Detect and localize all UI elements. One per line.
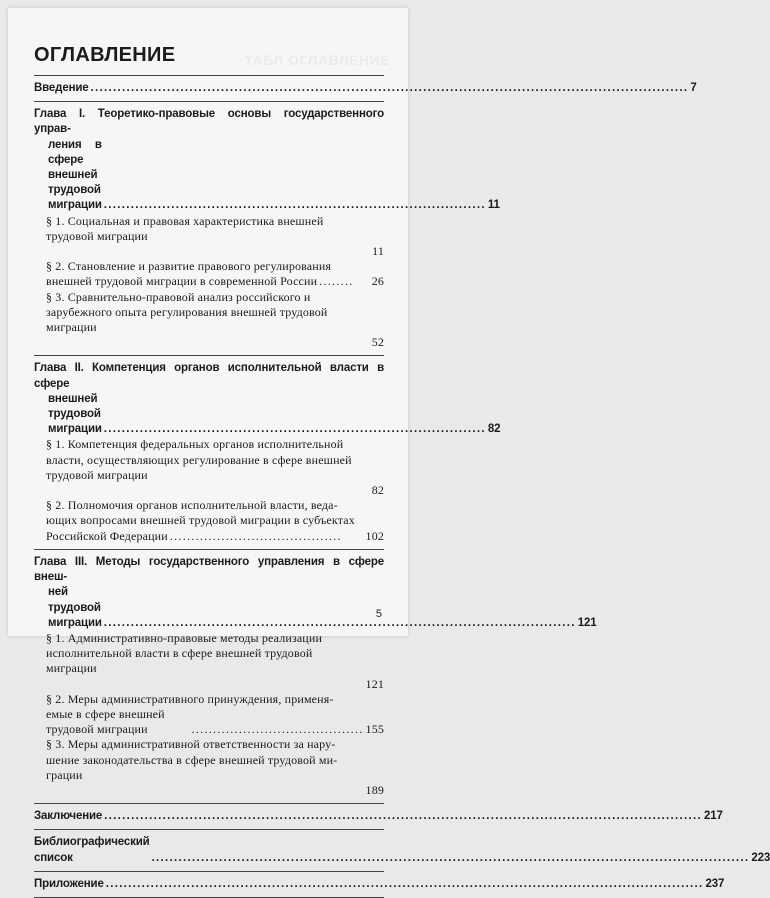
toc-chapter-2-page: 82: [487, 423, 501, 436]
chapter-2-line-2: внешней трудовой миграции: [48, 392, 102, 436]
section-page: 52: [371, 335, 384, 350]
toc-section-1-3[interactable]: [34, 290, 384, 351]
section-line: Российской Федерации: [46, 528, 168, 543]
leader-dots: .....................................................................................................................................: [90, 82, 689, 94]
toc-section-3-1[interactable]: [34, 631, 384, 692]
section-line: миграции: [46, 661, 97, 676]
section-line: зарубежного опыта регулирования внешней трудовой: [46, 304, 328, 319]
section-line: § 1. Компетенция федеральных органов исполнительной: [46, 437, 344, 452]
leader-dots: .....................................................................................................................................: [104, 810, 703, 823]
toc-chapter-2-title[interactable]: [34, 361, 501, 437]
toc-chapter-1-page: 11: [487, 199, 500, 212]
section-line: миграции: [46, 320, 97, 335]
section-line: власти, осуществляющих регулирование в сфере внешней: [46, 452, 352, 467]
section-page: 102: [365, 528, 384, 543]
section-line: трудовой миграции: [46, 467, 148, 482]
section-page: 121: [365, 676, 384, 691]
toc-chapter-1-title[interactable]: [34, 107, 500, 213]
chapter-1-line-2: ления в сфере внешней трудовой миграции: [48, 138, 102, 212]
bleed-through-text: ТАБЛ ОГЛАВЛЕНИЕ: [244, 52, 390, 68]
toc-chapter-3: [34, 550, 597, 803]
toc-section-3-2[interactable]: [34, 692, 384, 738]
toc-chapter-3-page: 121: [577, 616, 597, 629]
section-line: § 1. Социальная и правовая характеристика внешней: [46, 213, 324, 228]
leader-dots: .....................................................................................: [103, 423, 486, 436]
toc-bibliography[interactable]: [34, 830, 770, 870]
section-page: 82: [371, 483, 384, 498]
section-page: 189: [365, 782, 384, 797]
section-line: внешней трудовой миграции в современной России: [46, 274, 318, 289]
toc-conclusion[interactable]: [34, 804, 723, 829]
section-line: шение законодательства в сфере внешней трудовой ми-: [46, 752, 338, 767]
toc-section-2-2[interactable]: [34, 498, 384, 544]
section-line: § 3. Меры административной ответственности за нару-: [46, 737, 336, 752]
section-line: § 1. Административно-правовые методы реализации: [46, 630, 323, 645]
leader-dots: .....................................................................................................................................: [151, 851, 750, 864]
toc-section-1-2[interactable]: [34, 259, 384, 289]
section-page: 155: [365, 722, 384, 737]
toc-section-1-1[interactable]: [34, 214, 384, 260]
leader-dots: ........: [319, 274, 354, 289]
section-line: § 2. Становление и развитие правового регулирования: [46, 259, 332, 274]
leader-dots: ........................................: [169, 528, 342, 543]
chapter-1-line-1: Глава I. Теоретико-правовые основы государственного управ-: [34, 108, 384, 136]
section-page: 11: [372, 244, 384, 259]
leader-dots: .....................................................................................: [103, 199, 486, 212]
section-line: § 3. Сравнительно-правовой анализ российского и: [46, 289, 311, 304]
toc-bibliography-label: Библиографический список: [34, 836, 150, 864]
section-line: емые в сфере внешней трудовой миграции: [46, 706, 165, 737]
section-line: § 2. Меры административного принуждения, применя-: [46, 691, 334, 706]
page-number: 5: [375, 608, 382, 620]
toc-heading: ОГЛАВЛЕНИЕ: [34, 44, 176, 66]
toc-conclusion-page: 217: [704, 810, 723, 823]
toc-chapter-2: [34, 356, 501, 548]
section-line: грации: [46, 767, 83, 782]
table-of-contents: [34, 44, 770, 898]
toc-appendix-page: 237: [705, 877, 725, 890]
toc-section-3-3[interactable]: [34, 737, 384, 798]
leader-dots: ........................................: [191, 722, 364, 737]
toc-section-2-1[interactable]: [34, 437, 384, 498]
book-page: [8, 8, 770, 890]
toc-appendix-label: Приложение: [34, 877, 104, 890]
toc-chapter-3-title[interactable]: [34, 555, 597, 631]
toc-chapter-1: [34, 102, 500, 355]
toc-conclusion-label: Заключение: [34, 810, 103, 823]
toc-appendix[interactable]: [34, 872, 725, 897]
section-line: § 2. Полномочия органов исполнительной власти, веда-: [46, 498, 338, 513]
section-page: 26: [371, 274, 384, 289]
toc-intro-page: 7: [690, 82, 697, 94]
chapter-3-line-1: Глава III. Методы государственного управления в сфере внеш-: [34, 555, 384, 584]
section-line: ющих вопросами внешней трудовой миграции в субъектах: [46, 513, 355, 528]
leader-dots: .........................................................................................................: [103, 616, 576, 629]
leader-dots: .....................................................................................................................................: [105, 877, 704, 890]
chapter-2-line-1: Глава II. Компетенция органов исполнительной власти в сфере: [34, 362, 384, 390]
toc-bibliography-page: 223: [751, 851, 770, 864]
toc-intro[interactable]: [34, 76, 697, 101]
section-line: трудовой миграции: [46, 228, 148, 243]
chapter-3-line-2: ней трудовой миграции: [48, 586, 102, 629]
section-line: исполнительной власти в сфере внешней трудовой: [46, 646, 313, 661]
toc-intro-label: Введение: [34, 82, 89, 94]
